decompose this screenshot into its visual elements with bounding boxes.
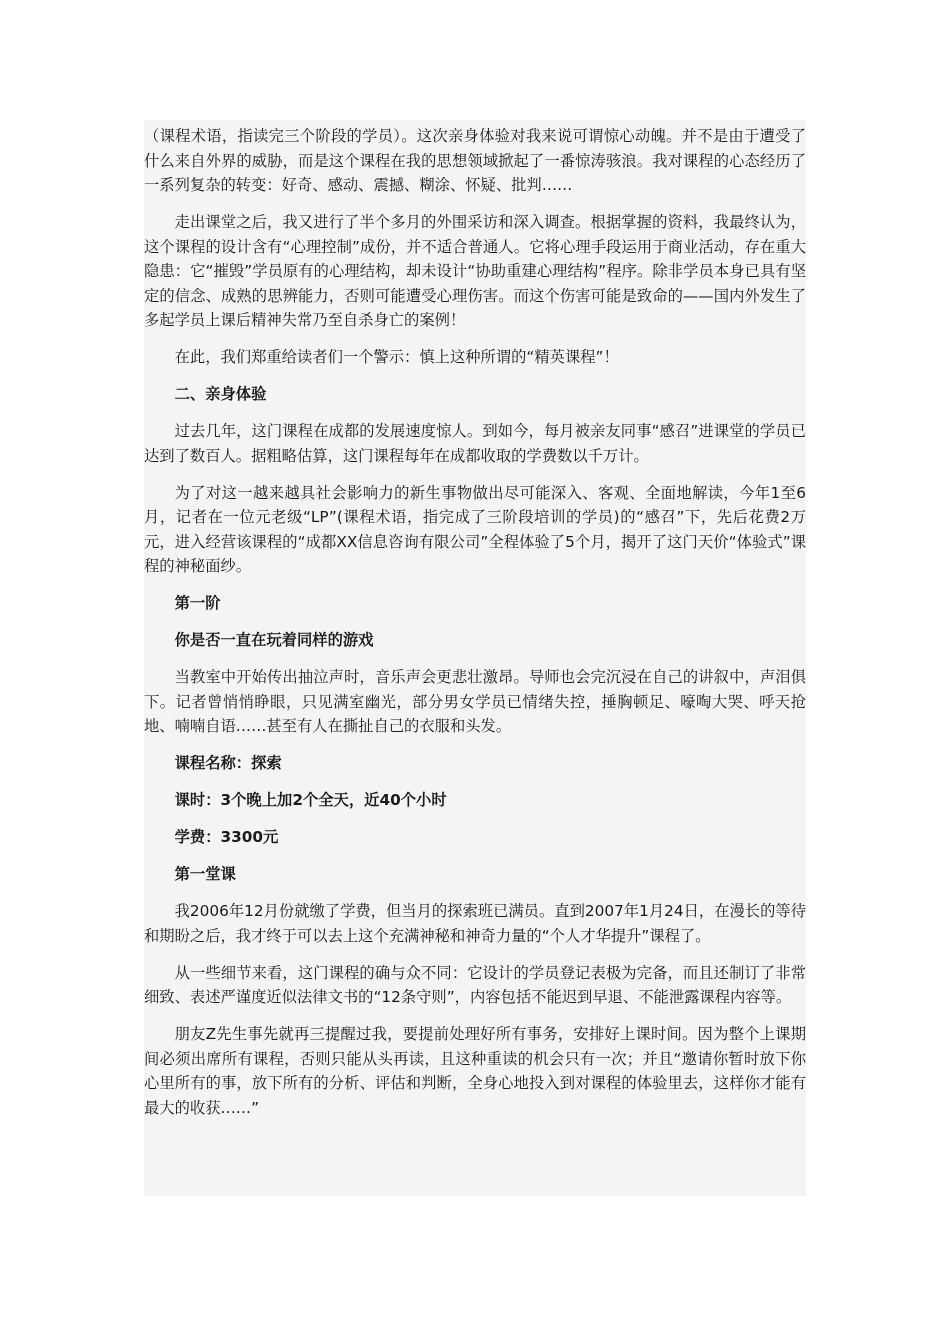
paragraph-classroom: 当教室中开始传出抽泣声时，音乐声会更悲壮激昂。导师也会完沉浸在自己的讲叙中，声泪俱下。记者曾悄悄睁眼，只见满室幽光，部分男女学员已情绪失控，捶胸顿足、嚎啕大哭、呼天抢地、喃喃自语……甚至有人在撕扯自己的衣服和头发。 [144,668,806,735]
course-fee: 学费：3300元 [174,828,279,846]
paragraph-investigation: 走出课堂之后，我又进行了半个多月的外围采访和深入调查。根据掌握的资料，我最终认为，这个课程的设计含有“心理控制”成份，并不适合普通人。它将心理手段运用于商业活动，存在重大隐患：它“摧毁”学员原有的心理结构，却未设计“协助重建心理结构”程序。除非学员本身已具有坚定的信念、成熟的思辨能力，否则可能遭受心理伤害。而这个伤害可能是致命的——国内外发生了多起学员上课后精神失常乃至自杀身亡的案例！ [144,213,806,329]
heading-same-game: 你是否一直在玩着同样的游戏 [174,631,374,649]
paragraph-growth: 过去几年，这门课程在成都的发展速度惊人。到如今，每月被亲友同事“感召”进课堂的学员已达到了数百人。据粗略估算，这门课程每年在成都收取的学费数以千万计。 [144,422,806,465]
paragraph-warning: 在此，我们郑重给读者们一个警示：慎上这种所谓的“精英课程”！ [174,348,619,366]
heading-first-class: 第一堂课 [174,865,236,883]
paragraph-enrollment: 我2006年12月份就缴了学费，但当月的探索班已满员。直到2007年1月24日，在漫长的等待和期盼之后，我才终于可以去上这个充满神秘和神奇力量的“个人才华提升”课程了。 [144,902,806,945]
paragraph-details: 从一些细节来看，这门课程的确与众不同：它设计的学员登记表极为完备，而且还制订了非常细致、表述严谨度近似法律文书的“12条守则”，内容包括不能迟到早退、不能泄露课程内容等。 [144,963,806,1006]
course-hours: 课时：3个晚上加2个全天，近40个小时 [174,791,447,809]
course-name: 课程名称：探索 [174,754,282,772]
section-heading-experience: 二、亲身体验 [174,385,267,403]
article-body [144,120,806,1196]
heading-stage-one: 第一阶 [174,594,221,612]
paragraph-intro: （课程术语，指读完三个阶段的学员）。这次亲身体验对我来说可谓惊心动魄。并不是由于遭受了什么来自外界的威胁，而是这个课程在我的思想领域掀起了一番惊涛骇浪。我对课程的心态经历了一系列复杂的转变：好奇、感动、震撼、糊涂、怀疑、批判…… [144,127,806,194]
paragraph-friend: 朋友Z先生事先就再三提醒过我，要提前处理好所有事务，安排好上课时间。因为整个上课期间必须出席所有课程，否则只能从头再读，且这种重读的机会只有一次；并且“邀请你暂时放下你心里所有的事，放下所有的分析、评估和判断，全身心地投入到对课程的体验里去，这样你才能有最大的收获……” [144,1025,806,1117]
paragraph-reporter: 为了对这一越来越具社会影响力的新生事物做出尽可能深入、客观、全面地解读，今年1至6月，记者在一位元老级“LP”(课程术语，指完成了三阶段培训的学员)的“感召”下，先后花费2万元，进入经营该课程的“成都XX信息咨询有限公司”全程体验了5个月，揭开了这门天价“体验式”课程的神秘面纱。 [144,483,806,575]
